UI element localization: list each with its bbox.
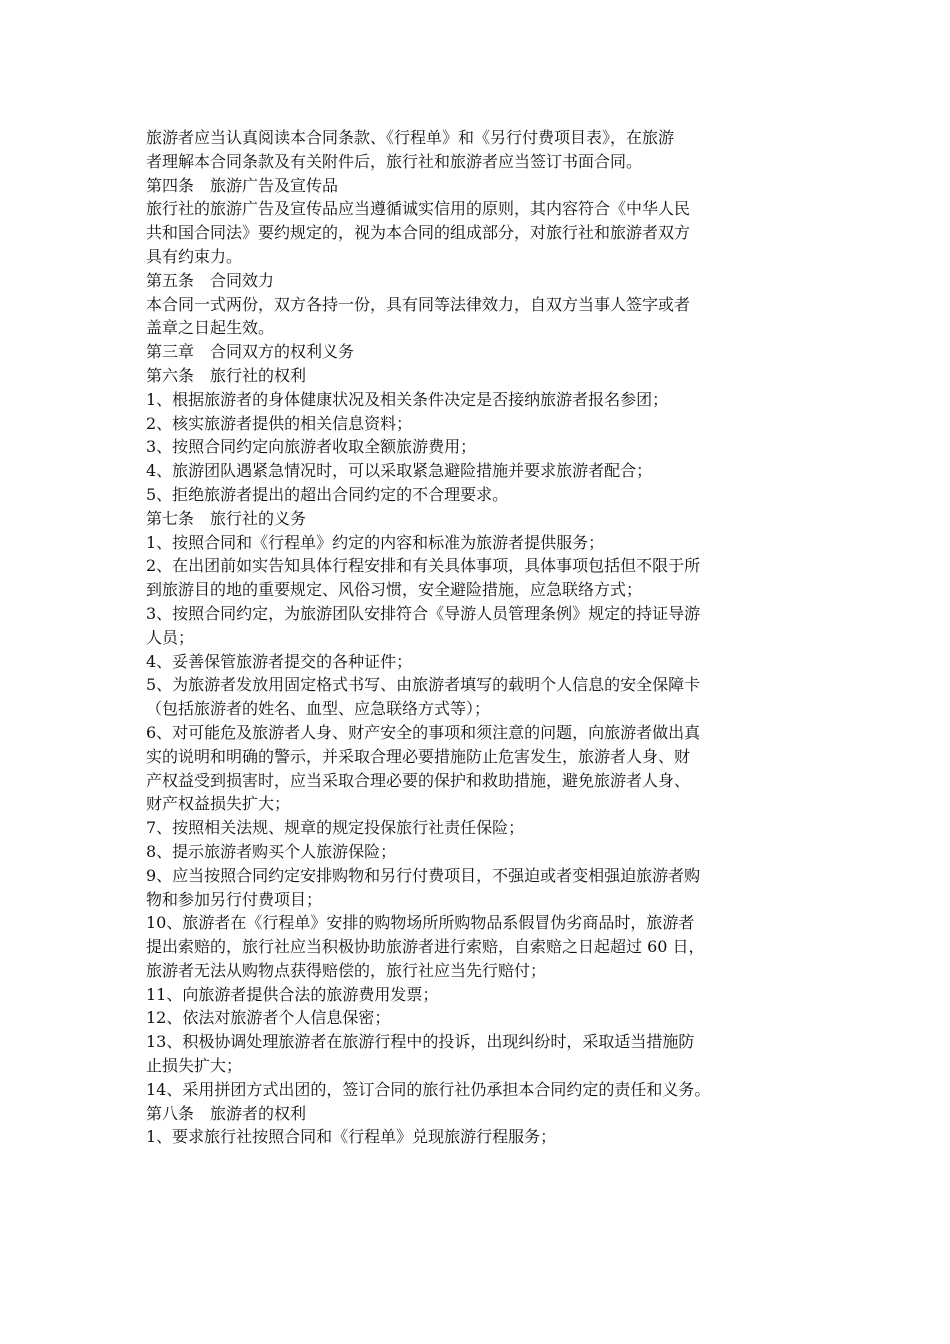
document-body	[146, 126, 810, 1149]
list-item: 7、按照相关法规、规章的规定投保旅行社责任保险；	[146, 818, 525, 838]
text-line: 旅游者无法从购物点获得赔偿的，旅行社应当先行赔付；	[146, 960, 547, 980]
text-line: 实的说明和明确的警示，并采取合理必要措施防止危害发生，旅游者人身、财	[146, 746, 691, 766]
text-line: 财产权益损失扩大；	[146, 794, 291, 814]
list-item: 8、提示旅游者购买个人旅游保险；	[146, 841, 397, 861]
list-item: 5、为旅游者发放用固定格式书写、由旅游者填写的载明个人信息的安全保障卡	[146, 675, 701, 695]
list-item: 14、采用拼团方式出团的，签订合同的旅行社仍承担本合同约定的责任和义务。	[146, 1079, 711, 1099]
list-item: 11、向旅游者提供合法的旅游费用发票；	[146, 984, 439, 1004]
list-item: 13、积极协调处理旅游者在旅游行程中的投诉，出现纠纷时，采取适当措施防	[146, 1032, 695, 1052]
list-item: 1、根据旅游者的身体健康状况及相关条件决定是否接纳旅游者报名参团；	[146, 389, 669, 409]
text-line: 本合同一式两份，双方各持一份，具有同等法律效力，自双方当事人签字或者	[146, 294, 691, 314]
list-item: 6、对可能危及旅游者人身、财产安全的事项和须注意的问题，向旅游者做出真	[146, 722, 701, 742]
text-line: 者理解本合同条款及有关附件后，旅行社和旅游者应当签订书面合同。	[146, 151, 643, 171]
text-line: 物和参加另行付费项目；	[146, 889, 323, 909]
text-line: 旅游者应当认真阅读本合同条款、《行程单》和《另行付费项目表》，在旅游	[146, 128, 675, 147]
section-heading: 第五条 合同效力	[146, 270, 275, 290]
text-line: 到旅游目的地的重要规定、风俗习惯，安全避险措施，应急联络方式；	[146, 580, 643, 600]
chapter-heading: 第三章 合同双方的权利义务	[146, 342, 355, 362]
list-item: 12、依法对旅游者个人信息保密；	[146, 1008, 391, 1028]
list-item: 2、在出团前如实告知具体行程安排和有关具体事项，具体事项包括但不限于所	[146, 556, 701, 576]
list-item: 10、旅游者在《行程单》安排的购物场所所购物品系假冒伪劣商品时，旅游者	[146, 913, 695, 933]
section-heading: 第六条 旅行社的权利	[146, 365, 307, 385]
section-heading: 第八条 旅游者的权利	[146, 1103, 307, 1123]
text-line: 止损失扩大；	[146, 1056, 243, 1076]
list-item: 9、应当按照合同约定安排购物和另行付费项目，不强迫或者变相强迫旅游者购	[146, 865, 701, 885]
text-line: 产权益受到损害时，应当采取合理必要的保护和救助措施，避免旅游者人身、	[146, 770, 691, 790]
section-heading: 第四条 旅游广告及宣传品	[146, 175, 339, 195]
text-line: （包括旅游者的姓名、血型、应急联络方式等）；	[146, 699, 491, 719]
text-line: 具有约束力。	[146, 246, 243, 266]
text-line: 旅行社的旅游广告及宣传品应当遵循诚实信用的原则，其内容符合《中华人民	[146, 199, 691, 219]
list-item: 1、要求旅行社按照合同和《行程单》兑现旅游行程服务；	[146, 1127, 557, 1147]
list-item: 5、拒绝旅游者提出的超出合同约定的不合理要求。	[146, 484, 509, 504]
list-item: 4、旅游团队遇紧急情况时，可以采取紧急避险措施并要求旅游者配合；	[146, 461, 653, 481]
list-item: 1、按照合同和《行程单》约定的内容和标准为旅游者提供服务；	[146, 532, 605, 552]
text-line: 盖章之日起生效。	[146, 318, 275, 338]
list-item: 2、核实旅游者提供的相关信息资料；	[146, 413, 413, 433]
list-item: 4、妥善保管旅游者提交的各种证件；	[146, 651, 413, 671]
list-item: 3、按照合同约定，为旅游团队安排符合《导游人员管理条例》规定的持证导游	[146, 603, 701, 623]
section-heading: 第七条 旅行社的义务	[146, 508, 307, 528]
text-line: 共和国合同法》要约规定的，视为本合同的组成部分，对旅行社和旅游者双方	[146, 223, 691, 243]
text-line: 提出索赔的，旅行社应当积极协助旅游者进行索赔，自索赔之日起超过 60 日，	[146, 937, 705, 957]
list-item: 3、按照合同约定向旅游者收取全额旅游费用；	[146, 437, 477, 457]
text-line: 人员；	[146, 627, 195, 647]
